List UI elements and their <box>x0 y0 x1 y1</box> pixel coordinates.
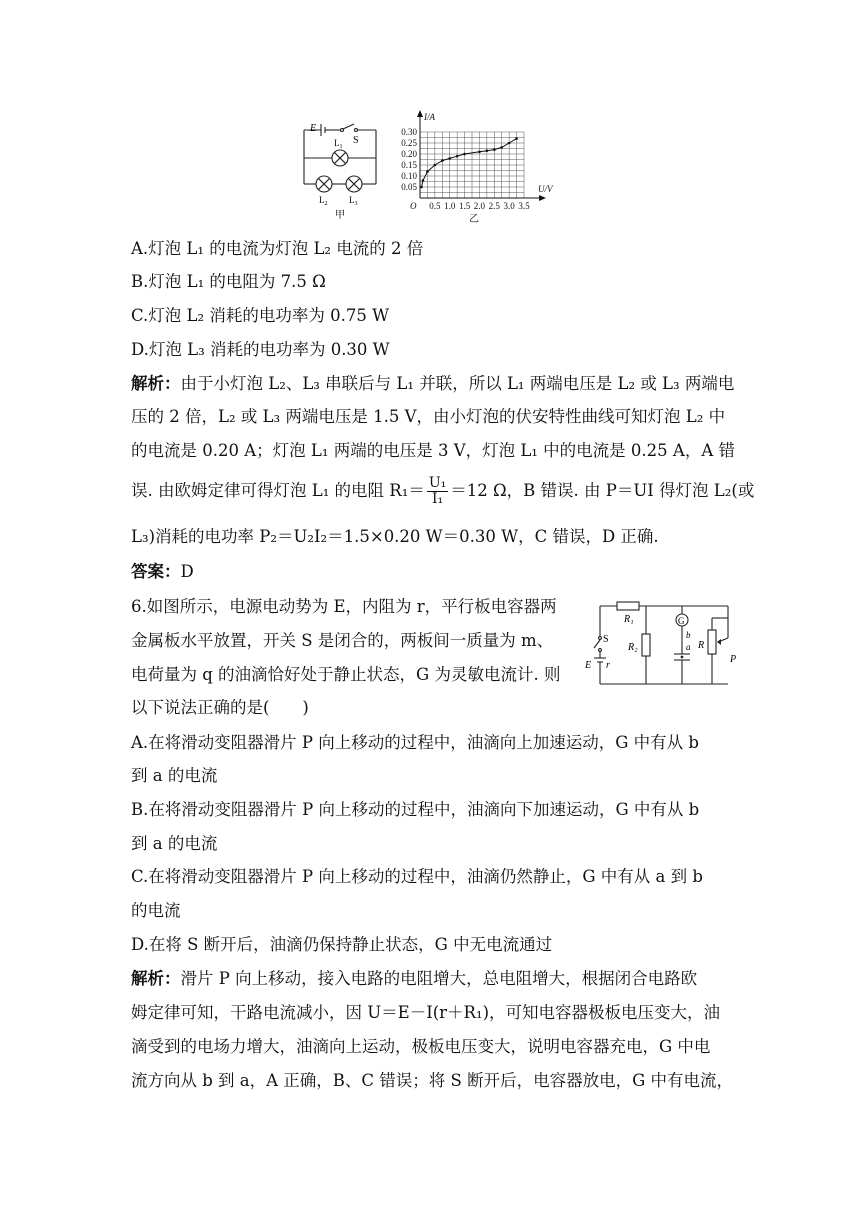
data-point <box>426 170 429 173</box>
q6-option-c-line-2: 的电流 <box>131 901 181 920</box>
answer-value: D <box>180 562 194 581</box>
q5-analysis-line-4 <box>131 476 754 507</box>
iv-curve-line <box>422 139 517 187</box>
data-point <box>463 153 466 156</box>
q6-r-internal-label: r <box>606 660 610 671</box>
q6-e-label: E <box>585 660 592 671</box>
q6-stem-line-4: 以下说法正确的是( ) <box>131 698 309 717</box>
y-tick-label: 0.25 <box>401 138 417 148</box>
q6-option-b-line-2: 到 a 的电流 <box>131 834 218 853</box>
q6-option-a-line-2: 到 a 的电流 <box>131 766 218 785</box>
q6-stem-line-1: 6.如图所示，电源电动势为 E，内阻为 r，平行板电容器两 <box>131 597 557 616</box>
data-point <box>420 186 423 189</box>
data-point <box>508 142 511 145</box>
q5-analysis-line-4-post: ＝12 Ω，B 错误. 由 P＝UI 得灯泡 L₂(或 <box>450 481 755 500</box>
data-point <box>478 151 481 154</box>
fraction-denominator: I₁ <box>431 491 444 507</box>
data-point <box>441 159 444 162</box>
y-tick-label: 0.05 <box>401 182 417 192</box>
origin-label: O <box>410 201 417 211</box>
circuit-l1-label: $L_1$ <box>334 138 343 150</box>
x-tick-label: 2.0 <box>473 201 486 211</box>
q6-option-a-line-1: A.在将滑动变阻器滑片 P 向上移动的过程中，油滴向上加速运动，G 中有从 b <box>131 733 699 752</box>
analysis-label: 解析： <box>131 374 181 393</box>
q5-answer <box>131 561 194 583</box>
ohm-fraction <box>427 476 448 507</box>
y-axis-arrow <box>417 110 423 117</box>
q6-s-label: S <box>603 634 609 645</box>
q6-option-c-line-1: C.在将滑动变阻器滑片 P 向上移动的过程中，油滴仍然静止，G 中有从 a 到 b <box>131 867 703 886</box>
q5-analysis-text-1: 由于小灯泡 L₂、L₃ 串联后与 L₁ 并联，所以 L₁ 两端电压是 L₂ 或 L₃ 两端电 <box>180 374 735 393</box>
circuit-e-label: E <box>310 123 317 134</box>
data-point <box>448 157 451 160</box>
data-point <box>493 148 496 151</box>
q5-analysis-line-4-pre: 误. 由欧姆定律可得灯泡 L₁ 的电阻 R₁＝ <box>131 481 425 500</box>
circuit-caption: 甲 <box>335 210 345 221</box>
data-point <box>515 137 518 140</box>
circuit-diagram-jia <box>296 118 386 228</box>
data-point <box>486 149 489 152</box>
q6-option-d: D.在将 S 断开后，油滴仍保持静止状态，G 中无电流通过 <box>131 935 553 954</box>
x-axis-arrow <box>539 195 546 201</box>
point-b-label: b <box>686 630 691 640</box>
q5-analysis-line-3: 的电流是 0.20 A；灯泡 L₁ 两端的电压是 3 V，灯泡 L₁ 中的电流是 0.25 A，A 错 <box>131 441 735 460</box>
q5-option-a: A.灯泡 L₁ 的电流为灯泡 L₂ 电流的 2 倍 <box>131 239 424 258</box>
data-point <box>422 179 425 182</box>
circuit-l2-label: $L_2$ <box>319 195 328 207</box>
q6-circuit-diagram <box>584 598 744 690</box>
q6-r-label: R <box>698 640 705 651</box>
graph-caption: 乙 <box>469 214 479 225</box>
q6-analysis-text-1: 滑片 P 向上移动，接入电路的电阻增大，总电阻增大，根据闭合电路欧 <box>180 969 698 988</box>
fraction-numerator: U₁ <box>428 475 447 491</box>
data-point <box>434 164 437 167</box>
point-a-label: a <box>686 642 691 652</box>
x-tick-label: 1.5 <box>458 201 471 211</box>
q6-analysis-line-2: 姆定律可知，干路电流减小，因 U＝E－I(r＋R₁)，可知电容器极板电压变大，油 <box>131 1003 721 1022</box>
answer-label: 答案： <box>131 562 181 581</box>
x-axis-label: U/V <box>538 184 553 194</box>
q5-analysis-line-5: L₃)消耗的电功率 P₂＝U₂I₂＝1.5×0.20 W＝0.30 W，C 错误，D 正确. <box>131 527 659 546</box>
q5-option-d: D.灯泡 L₃ 消耗的电功率为 0.30 W <box>131 340 390 359</box>
circuit-l3-label: $L_3$ <box>349 195 358 207</box>
y-tick-label: 0.30 <box>401 127 417 137</box>
q6-analysis-line-1 <box>131 968 697 990</box>
iv-curve-chart <box>388 100 558 228</box>
q5-analysis-line-2: 压的 2 倍，L₂ 或 L₃ 两端电压是 1.5 V，由小灯泡的伏安特性曲线可知灯泡 L₂ 中 <box>131 407 726 426</box>
q6-p-label: P <box>730 654 737 665</box>
q5-option-b: B.灯泡 L₁ 的电阻为 7.5 Ω <box>131 272 326 291</box>
y-axis-label: I/A <box>424 112 435 122</box>
q6-r1-label: R₁ <box>624 614 634 625</box>
x-tick-label: 2.5 <box>488 201 500 211</box>
analysis-label-q6: 解析： <box>131 969 181 988</box>
y-tick-label: 0.15 <box>401 160 417 170</box>
x-tick-label: 1.0 <box>444 201 456 211</box>
y-tick-label: 0.20 <box>401 149 417 159</box>
x-tick-label: 3.0 <box>503 201 515 211</box>
circuit-s-label: S <box>353 135 359 146</box>
data-point <box>456 155 459 158</box>
x-tick-label: 3.5 <box>518 201 530 211</box>
q5-option-c: C.灯泡 L₂ 消耗的电功率为 0.75 W <box>131 306 390 325</box>
q6-analysis-line-3: 滴受到的电场力增大，油滴向上运动，极板电压变大，说明电容器充电，G 中电 <box>131 1037 711 1056</box>
data-point <box>500 146 503 149</box>
q6-stem-line-3: 电荷量为 q 的油滴恰好处于静止状态，G 为灵敏电流计. 则 <box>131 665 561 684</box>
x-tick-label: 0.5 <box>429 201 441 211</box>
q5-analysis-line-1 <box>131 373 734 395</box>
q6-option-b-line-1: B.在将滑动变阻器滑片 P 向上移动的过程中，油滴向下加速运动，G 中有从 b <box>131 800 700 819</box>
y-tick-label: 0.10 <box>401 171 417 181</box>
galvanometer-g-label: G <box>678 616 685 626</box>
q6-r2-label: R₂ <box>628 642 638 653</box>
q6-analysis-line-4: 流方向从 b 到 a，A 正确，B、C 错误；将 S 断开后，电容器放电，G 中有电流， <box>131 1071 734 1090</box>
q6-stem-line-2: 金属板水平放置，开关 S 是闭合的，两板间一质量为 m、 <box>131 631 554 650</box>
